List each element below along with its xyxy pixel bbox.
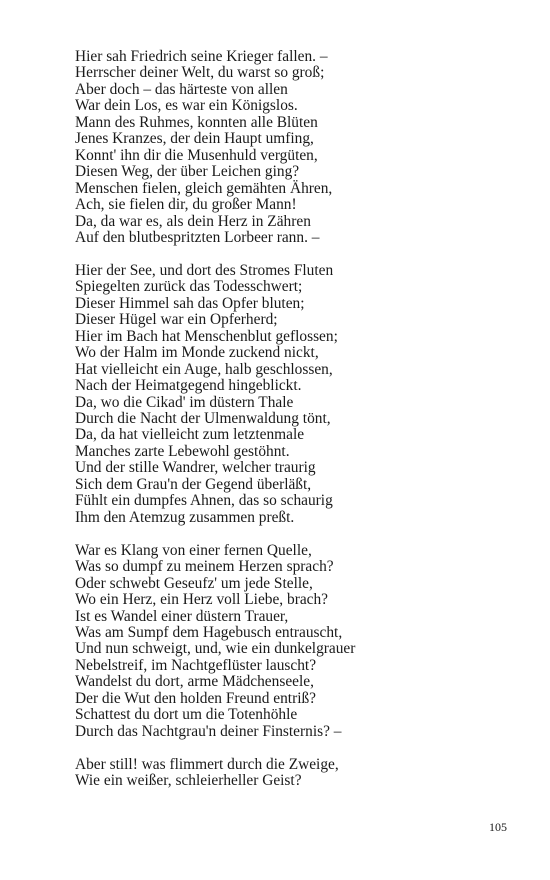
verse-line: Ihm den Atemzug zusammen preßt.: [75, 508, 295, 526]
verse-line: Dieser Himmel sah das Opfer bluten;: [75, 294, 305, 312]
verse-line: Ist es Wandel einer düstern Trauer,: [75, 607, 289, 625]
stanza: [75, 757, 495, 790]
stanza: [75, 263, 495, 526]
verse-line: Hier im Bach hat Menschenblut geflossen;: [75, 327, 338, 345]
verse-line: Auf den blutbespritzten Lorbeer rann. –: [75, 228, 320, 246]
verse-line: Da, da war es, als dein Herz in Zähren: [75, 212, 311, 230]
stanza: [75, 543, 495, 740]
verse-line: Spiegelten zurück das Todesschwert;: [75, 278, 303, 296]
verse-line: Konnt' ihn dir die Musenhuld vergüten,: [75, 146, 318, 164]
verse-line: Ach, sie fielen dir, du großer Mann!: [75, 196, 297, 214]
verse-line: Und der stille Wandrer, welcher traurig: [75, 459, 316, 477]
verse-line: Fühlt ein dumpfes Ahnen, das so schaurig: [75, 492, 333, 510]
stanza: [75, 49, 495, 246]
verse-line: War es Klang von einer fernen Quelle,: [75, 541, 312, 559]
verse-line: Dieser Hügel war ein Opferherd;: [75, 311, 278, 329]
verse-line: Nach der Heimatgegend hingeblickt.: [75, 377, 302, 395]
verse-line: Der die Wut den holden Freund entriß?: [75, 689, 317, 707]
page-number: 105: [489, 820, 507, 834]
verse-line: Manches zarte Lebewohl gestöhnt.: [75, 442, 290, 460]
verse-line: Hat vielleicht ein Auge, halb geschlossen,: [75, 360, 333, 378]
verse-line: Aber still! was flimmert durch die Zweige,: [75, 755, 339, 773]
verse-line: Was am Sumpf dem Hagebusch entrauscht,: [75, 623, 343, 641]
verse-line: Was so dumpf zu meinem Herzen sprach?: [75, 558, 334, 576]
verse-line: Wandelst du dort, arme Mädchenseele,: [75, 673, 314, 691]
verse-line: Wie ein weißer, schleierheller Geist?: [75, 772, 302, 790]
verse-line: Wo der Halm im Monde zuckend nickt,: [75, 344, 319, 362]
verse-line: Diesen Weg, der über Leichen ging?: [75, 163, 300, 181]
verse-line: Hier der See, und dort des Stromes Fluten: [75, 261, 334, 279]
verse-line: Nebelstreif, im Nachtgeflüster lauscht?: [75, 656, 317, 674]
verse-line: Menschen fielen, gleich gemähten Ähren,: [75, 179, 333, 197]
poem-text: [75, 49, 495, 806]
verse-line: Schattest du dort um die Totenhöhle: [75, 706, 298, 724]
verse-line: Herrscher deiner Welt, du warst so groß;: [75, 64, 325, 82]
verse-line: Wo ein Herz, ein Herz voll Liebe, brach?: [75, 591, 329, 609]
verse-line: Durch die Nacht der Ulmenwaldung tönt,: [75, 410, 331, 428]
verse-line: Oder schwebt Geseufz' um jede Stelle,: [75, 574, 313, 592]
verse-line: Da, wo die Cikad' im düstern Thale: [75, 393, 294, 411]
verse-line: Und nun schweigt, und, wie ein dunkelgrauer: [75, 640, 356, 658]
verse-line: Sich dem Grau'n der Gegend überläßt,: [75, 475, 312, 493]
verse-line: War dein Los, es war ein Königslos.: [75, 97, 298, 115]
verse-line: Jenes Kranzes, der dein Haupt umfing,: [75, 130, 314, 148]
verse-line: Mann des Ruhmes, konnten alle Blüten: [75, 113, 318, 131]
verse-line: Aber doch – das härteste von allen: [75, 80, 288, 98]
verse-line: Da, da hat vielleicht zum letztenmale: [75, 426, 305, 444]
verse-line: Hier sah Friedrich seine Krieger fallen. –: [75, 48, 328, 65]
verse-line: Durch das Nachtgrau'n deiner Finsternis? –: [75, 722, 342, 740]
